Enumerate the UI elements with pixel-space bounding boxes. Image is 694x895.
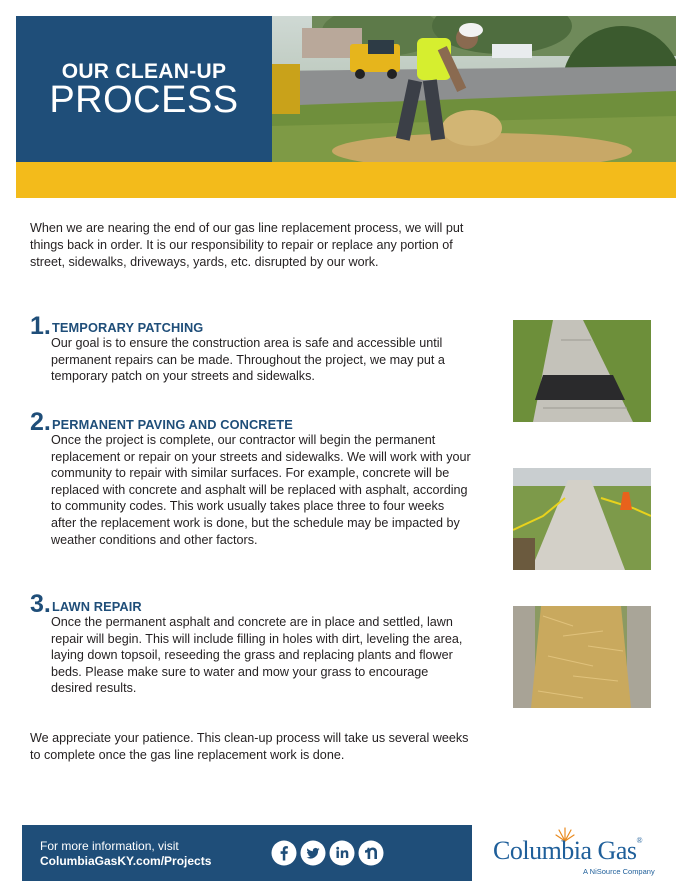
logo-tagline: A NiSource Company [583,867,655,876]
header-photo-worker-spreading-straw [272,16,676,162]
footer-website-link[interactable]: ColumbiaGasKY.com/Projects [40,854,212,868]
step-2-title: PERMANENT PAVING AND CONCRETE [52,417,293,432]
twitter-icon[interactable] [300,840,326,866]
photo-temporary-patch-sidewalk [513,320,651,422]
header-accent-bar [16,162,676,198]
page-title-line2: PROCESS [49,79,239,121]
step-3-title: LAWN REPAIR [52,599,142,614]
step-1-title: TEMPORARY PATCHING [52,320,204,335]
footer-info-text: For more information, visit [40,839,179,853]
logo-registered-mark: ® [636,836,643,845]
photo-straw-covered-lawn [513,606,651,708]
step-1-number: 1. [30,312,51,340]
columbia-gas-logo [493,836,642,866]
linkedin-icon[interactable] [329,840,355,866]
intro-paragraph: When we are nearing the end of our gas line replacement process, we will put things back in order. It is our responsibility to repair or replace any portion of street, sidewalks, driveways, yards, etc. disrupted by our work. [30,221,464,269]
step-3-number: 3. [30,590,51,618]
footer-bar [22,825,472,881]
facebook-icon[interactable] [271,840,297,866]
step-3-body: Once the permanent asphalt and concrete are in place and settled, lawn repair will begin. This will include filling in holes with dirt, leveling the area, laying down topsoil, reseeding the grass and replacing plants and flower beds. Please make sure to water and mow your grass to encourage desired results. [51,615,463,696]
photo-new-concrete-sidewalk [513,468,651,570]
nextdoor-icon[interactable] [358,840,384,866]
closing-paragraph: We appreciate your patience. This clean-up process will take us several weeks to complete once the gas line replacement work is done. [30,731,469,762]
page-title-line1: OUR CLEAN-UP [61,60,227,83]
step-2-body: Once the project is complete, our contractor will begin the permanent replacement or repair on your streets and sidewalks. We will work with your community to repair with similar surfaces. For example, concrete will be replaced with concrete and asphalt will be replaced with asphalt, according to community codes. This work usually takes place three to four weeks after the replacement work is done, but the schedule may be impacted by weather conditions and other factors. [51,433,471,547]
logo-name: Columbia Gas [493,836,637,865]
step-1-body: Our goal is to ensure the construction area is safe and accessible until permanent repairs can be made. Throughout the project, we may put a temporary patch on your streets and sidewalks. [51,336,445,384]
step-2-number: 2. [30,408,51,436]
